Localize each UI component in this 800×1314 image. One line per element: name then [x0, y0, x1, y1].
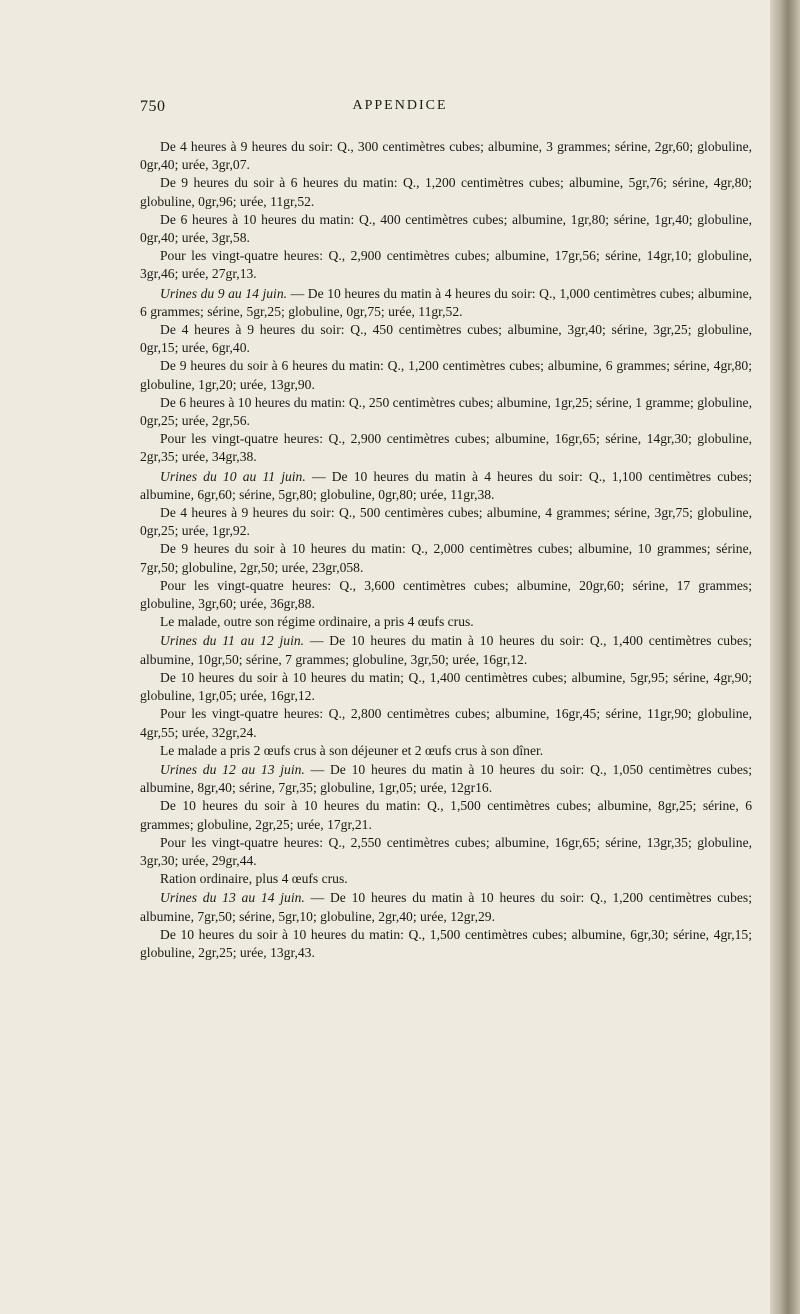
page-header [0, 98, 770, 118]
paragraph: Pour les vingt-quatre heures: Q., 2,550 centimètres cubes; albumine, 16gr,65; sérine, 13gr,35; globuline, 3gr,30; urée, 29gr,44. [140, 834, 752, 868]
paragraph: De 6 heures à 10 heures du matin: Q., 400 centimètres cubes; albumine, 1gr,80; sérine, 1gr,40; globuline, 0gr,40; urée, 3gr,58. [140, 211, 752, 246]
paragraph: De 10 heures du soir à 10 heures du matin; Q., 1,400 centimètres cubes; albumine, 5gr,95; sérine, 4gr,90; globuline, 1gr,05; urée, 16gr,12. [140, 669, 752, 704]
section-heading: Urines du 11 au 12 juin. [160, 633, 305, 649]
paragraph-text: — De 10 heures du matin à 10 heures du soir: Q., 1,400 centimètres cubes; albumine, 10gr,50; sérine, 7 grammes; globuline, 3gr,50; urée, 16gr,12. [140, 633, 752, 667]
paragraph-text: — De 10 heures du matin à 4 heures du soir: Q., 1,000 centimètres cubes; albumine, 6 grammes; sérine, 5gr,25; globuline, 0gr,75; urée, 11gr,52. [140, 285, 753, 319]
paragraph: De 9 heures du soir à 6 heures du matin: Q., 1,200 centimètres cubes; albumine, 6 grammes; sérine, 4gr,80; globuline, 1gr,20; urée, 13gr,90. [140, 358, 752, 392]
paragraph: Le malade a pris 2 œufs crus à son déjeuner et 2 œufs crus à son dîner. [160, 742, 544, 758]
paragraph: Pour les vingt-quatre heures: Q., 3,600 centimètres cubes; albumine, 20gr,60; sérine, 17 grammes; globuline, 3gr,60; urée, 36gr,88. [140, 577, 752, 612]
paragraph-text: — De 10 heures du matin à 4 heures du soir: Q., 1,100 centimètres cubes; albumine, 6gr,60; sérine, 5gr,80; globuline, 0gr,80; urée, 11gr,38. [140, 468, 752, 502]
section-heading: Urines du 13 au 14 juin. [160, 890, 305, 906]
paragraph: De 10 heures du soir à 10 heures du matin: Q., 1,500 centimètres cubes; albumine, 8gr,25; sérine, 6 grammes; globuline, 2gr,25; urée, 17gr,21. [140, 798, 752, 832]
paragraph: De 4 heures à 9 heures du soir: Q., 450 centimètres cubes; albumine, 3gr,40; sérine, 3gr,25; globuline, 0gr,15; urée, 6gr,40. [140, 322, 752, 356]
section-opening-paragraph [140, 468, 752, 504]
paragraph: De 10 heures du soir à 10 heures du matin: Q., 1,500 centimètres cubes; albumine, 6gr,30; sérine, 4gr,15; globuline, 2gr,25; urée, 13gr,43. [140, 926, 752, 960]
body-text [140, 138, 752, 962]
section-opening-paragraph [140, 761, 752, 797]
paragraph: De 4 heures à 9 heures du soir: Q., 500 centimères cubes; albumine, 4 grammes; sérine, 3gr,75; globuline, 0gr,25; urée, 1gr,92. [140, 505, 752, 539]
paragraph: De 4 heures à 9 heures du soir: Q., 300 centimètres cubes; albumine, 3 grammes; sérine, 2gr,60; globuline, 0gr,40; urée, 3gr,07. [140, 139, 752, 173]
paragraph: Pour les vingt-quatre heures: Q., 2,800 centimètres cubes; albumine, 16gr,45; sérine, 11gr,90; globuline, 4gr,55; urée, 32gr,24. [140, 706, 752, 740]
section-opening-paragraph [140, 889, 752, 925]
section-opening-paragraph [140, 285, 752, 321]
section-heading: Urines du 10 au 11 juin. [160, 468, 306, 484]
paragraph-text: — De 10 heures du matin à 10 heures du soir: Q., 1,200 centimètres cubes; albumine, 7gr,50; sérine, 5gr,10; globuline, 2gr,40; urée, 12gr,29. [140, 890, 752, 924]
paragraph: De 9 heures du soir à 6 heures du matin: Q., 1,200 centimètres cubes; albumine, 5gr,76; sérine, 4gr,80; globuline, 0gr,96; urée, 11gr,52. [140, 175, 752, 209]
section-opening-paragraph [140, 632, 752, 668]
paragraph: Pour les vingt-quatre heures: Q., 2,900 centimètres cubes; albumine, 17gr,56; sérine, 14gr,10; globuline, 3gr,46; urée, 27gr,13. [140, 248, 752, 282]
paragraph: De 9 heures du soir à 10 heures du matin: Q., 2,000 centimètres cubes; albumine, 10 grammes; sérine, 7gr,50; globuline, 2gr,50; urée, 23gr,058. [140, 541, 752, 575]
paragraph: Pour les vingt-quatre heures: Q., 2,900 centimètres cubes; albumine, 16gr,65; sérine, 14gr,30; globuline, 2gr,35; urée, 34gr,38. [140, 431, 752, 465]
paragraph: De 6 heures à 10 heures du matin: Q., 250 centimètres cubes; albumine, 1gr,25; sérine, 1 gramme; globuline, 0gr,25; urée, 2gr,56. [140, 394, 752, 429]
page-binding-edge [770, 0, 800, 1314]
paragraph: Ration ordinaire, plus 4 œufs crus. [160, 871, 348, 887]
page-number: 750 [140, 98, 166, 115]
paragraph: Le malade, outre son régime ordinaire, a pris 4 œufs crus. [160, 614, 474, 630]
running-head: APPENDICE [352, 98, 448, 113]
paragraph-text: — De 10 heures du matin à 10 heures du soir: Q., 1,050 centimètres cubes; albumine, 8gr,40; sérine, 7gr,35; globuline, 1gr,05; urée, 12gr16. [140, 761, 752, 796]
section-heading: Urines du 12 au 13 juin. [160, 761, 305, 777]
section-heading: Urines du 9 au 14 juin. [160, 285, 288, 301]
